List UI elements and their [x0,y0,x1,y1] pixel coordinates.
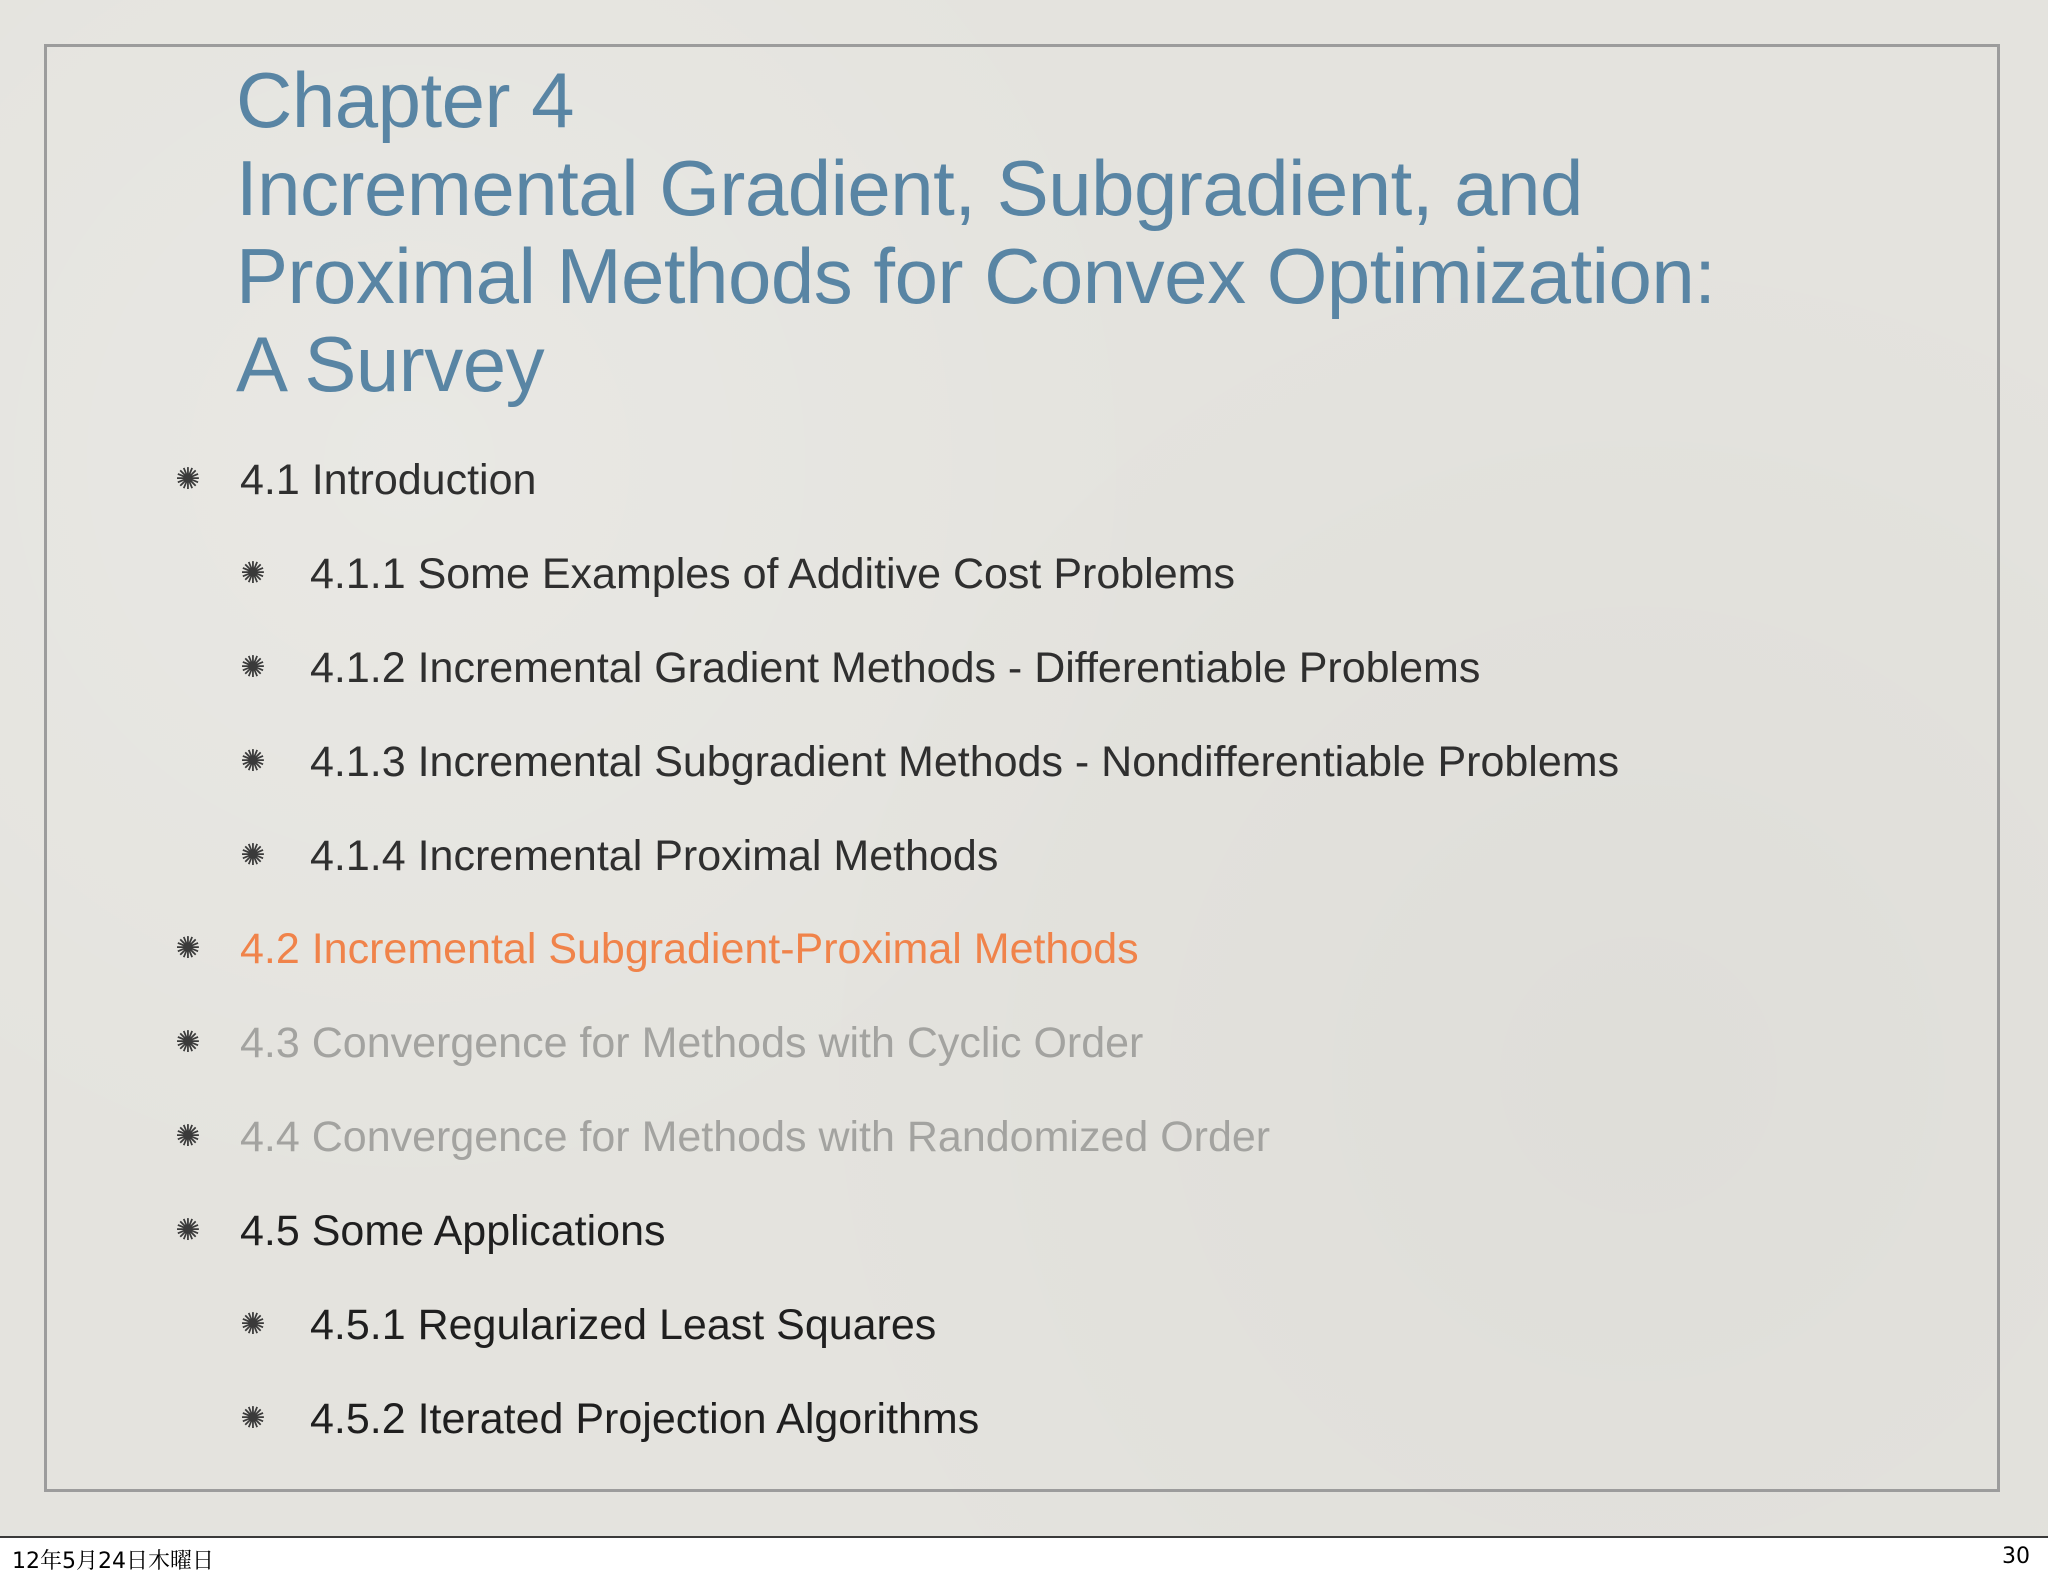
toc-item-4-1 [175,455,537,505]
toc-item-label: 4.3 Convergence for Methods with Cyclic Order [240,1019,1144,1067]
toc-item-4-5-2 [240,1394,980,1444]
toc-item-4-1-1 [240,549,1235,599]
toc-item-4-2 [175,924,1139,974]
toc-item-4-1-3 [240,737,1620,787]
bullet-icon: ✺ [240,745,266,778]
toc-item-4-5-1 [240,1300,937,1350]
toc-item-label: 4.2 Incremental Subgradient-Proximal Methods [240,925,1139,973]
title-line-3: Proximal Methods for Convex Optimization: [236,232,1716,320]
toc-item-label: 4.4 Convergence for Methods with Randomized Order [240,1113,1271,1161]
bullet-icon: ✺ [175,932,201,965]
toc-item-4-5 [175,1206,666,1256]
bullet-icon: ✺ [175,1214,201,1247]
toc-item-label: 4.1.3 Incremental Subgradient Methods - Nondifferentiable Problems [310,738,1620,786]
bullet-icon: ✺ [240,557,266,590]
toc-item-4-1-2 [240,643,1481,693]
toc-item-label: 4.1 Introduction [240,456,537,504]
bullet-icon: ✺ [175,1026,201,1059]
bullet-icon: ✺ [240,839,266,872]
title-line-4: A Survey [236,320,545,408]
bullet-icon: ✺ [175,1120,201,1153]
bullet-icon: ✺ [240,651,266,684]
bullet-icon: ✺ [240,1402,266,1435]
page-footer [0,1536,2048,1576]
bullet-icon: ✺ [175,463,201,496]
toc-item-4-4 [175,1112,1271,1162]
toc-item-label: 4.5.1 Regularized Least Squares [310,1301,937,1349]
toc-item-label: 4.1.4 Incremental Proximal Methods [310,832,999,880]
bullet-icon: ✺ [240,1308,266,1341]
toc-item-4-3 [175,1018,1144,1068]
toc-item-label: 4.5.2 Iterated Projection Algorithms [310,1395,980,1443]
toc-item-label: 4.5 Some Applications [240,1207,666,1255]
toc-item-label: 4.1.1 Some Examples of Additive Cost Problems [310,550,1235,598]
page-number: 30 [2002,1544,2030,1569]
slide-title [236,56,1936,408]
toc-item-label: 4.1.2 Incremental Gradient Methods - Differentiable Problems [310,644,1481,692]
title-line-2: Incremental Gradient, Subgradient, and [236,144,1583,232]
footer-date: 12年5月24日木曜日 [12,1549,214,1574]
title-line-chapter: Chapter 4 [236,56,575,144]
toc-item-4-1-4 [240,831,999,881]
